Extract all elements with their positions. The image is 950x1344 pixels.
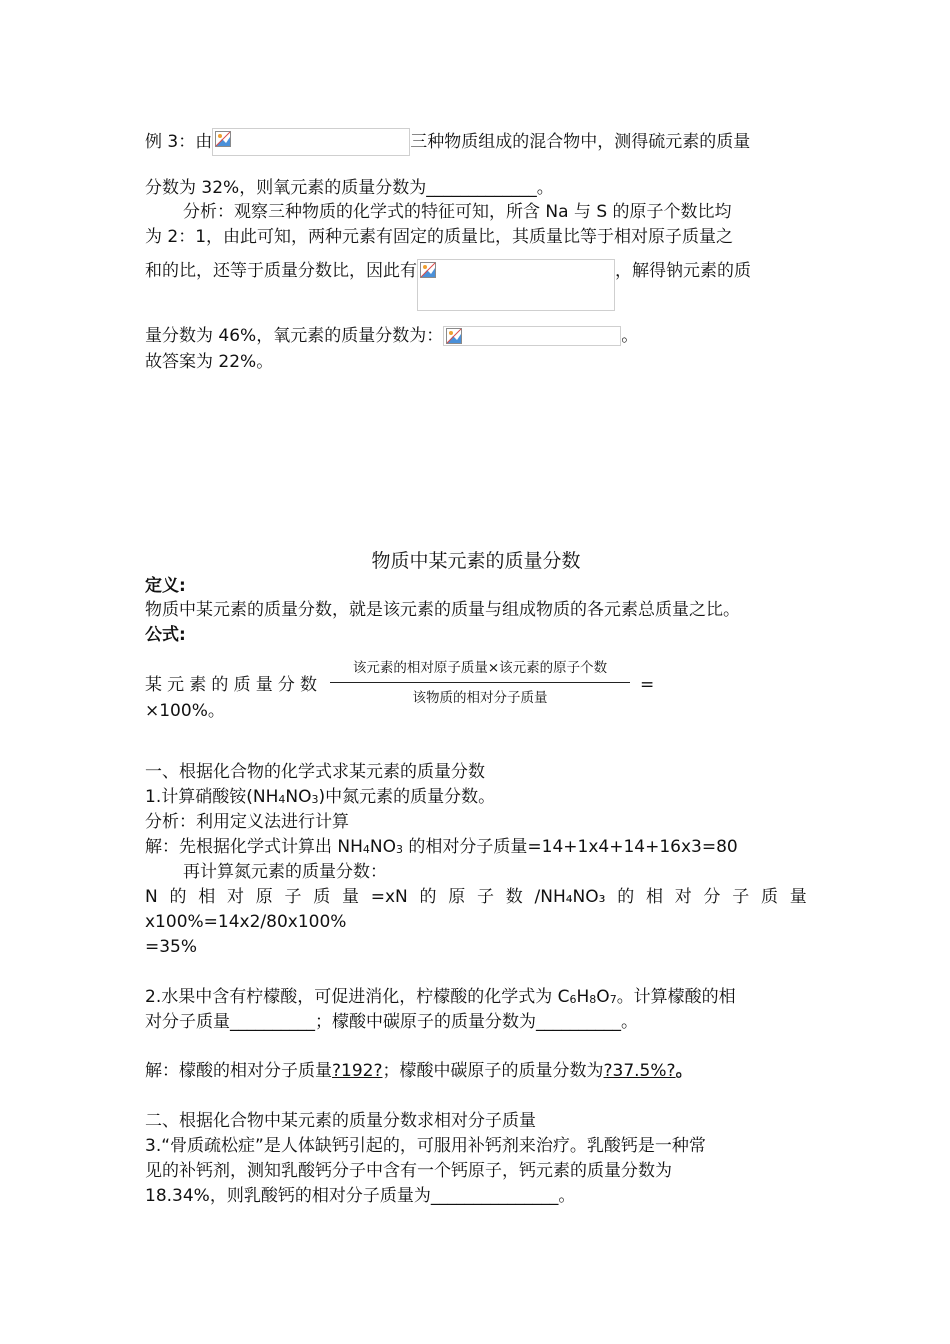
question1-solution-line1: 解：先根据化学式计算出 $NH_4NO_3$ 的相对分子质量=14+1x4+14+16x3=80 [145, 837, 738, 857]
example3-analysis-line4: 量分数为 46%，氧元素的质量分数为： 。 [145, 326, 639, 346]
solution-word-0: N [145, 887, 158, 907]
question1-analysis: 分析：利用定义法进行计算 [145, 812, 349, 832]
broken-image-icon [215, 131, 231, 147]
broken-image-formula-1 [212, 128, 410, 156]
formula-lhs-char-4: 质 [233, 675, 251, 695]
solution-word-8: =xN [370, 887, 408, 907]
solution-word-4: 原 [255, 887, 273, 907]
solution-word-20: 量 [789, 887, 807, 907]
formula-label: 公式: [145, 625, 186, 645]
formula-tail: ×100%。 [145, 701, 225, 721]
example3-line2: 分数为 32%，则氧元素的质量分数为_____________。 [145, 178, 554, 198]
example3-answer: 故答案为 22%。 [145, 352, 274, 372]
solution-word-7: 量 [341, 887, 359, 907]
example3-analysis-line2: 为 2：1，由此可知，两种元素有固定的质量比，其质量比等于相对原子质量之 [145, 227, 734, 247]
part1-heading: 一、根据化合物的化学式求某元素的质量分数 [145, 762, 485, 782]
solution-word-17: 分 [703, 887, 721, 907]
solution-word-3: 对 [226, 887, 244, 907]
definition-label: 定义: [145, 576, 186, 596]
question2-line1: 2.水果中含有柠檬酸，可促进消化，柠檬酸的化学式为 $C_6H_8O_7$。计算檬酸的相 [145, 987, 736, 1007]
solution-word-12: 数 [505, 887, 523, 907]
solution-word-16: 对 [674, 887, 692, 907]
solution-word-1: 的 [169, 887, 187, 907]
solution-word-15: 相 [645, 887, 663, 907]
example3-analysis-line3: 和的比，还等于质量分数比，因此有 ，解得钠元素的质 [145, 259, 807, 311]
formula-lhs-char-2: 素 [189, 675, 207, 695]
answer-value-2: ?37.5%? [603, 1061, 676, 1081]
solution-word-14: 的 [617, 887, 635, 907]
formula-lhs-char-5: 量 [255, 675, 273, 695]
formula-lhs [145, 673, 317, 697]
example3-line1: 例 3：由 三种物质组成的混合物中，测得硫元素的质量 [145, 128, 807, 156]
question2-answer: 解：檬酸的相对分子质量?192?；檬酸中碳原子的质量分数为?37.5%?。 [145, 1061, 693, 1081]
solution-word-2: 相 [198, 887, 216, 907]
formula-lhs-char-6: 分 [277, 675, 295, 695]
question1-solution-line5: =35% [145, 937, 198, 957]
solution-word-19: 质 [760, 887, 778, 907]
formula-lhs-char-7: 数 [299, 675, 317, 695]
fraction-bar [330, 682, 630, 683]
solution-word-13: /NH₄NO₃ [534, 887, 606, 907]
example3-analysis-line1: 分析：观察三种物质的化学式的特征可知，所含 Na 与 S 的原子个数比均 [183, 202, 732, 222]
solution-word-10: 原 [448, 887, 466, 907]
formula-lhs-char-1: 元 [167, 675, 185, 695]
formula-equals: = [640, 675, 655, 695]
question3-line2: 见的补钙剂，测知乳酸钙分子中含有一个钙原子，钙元素的质量分数为 [145, 1161, 672, 1181]
broken-image-icon [420, 262, 436, 278]
solution-word-5: 子 [284, 887, 302, 907]
question3-line3: 18.34%，则乳酸钙的相对分子质量为_______________。 [145, 1186, 576, 1206]
definition-text: 物质中某元素的质量分数，就是该元素的质量与组成物质的各元素总质量之比。 [145, 600, 740, 620]
answer-value-1: ?192? [332, 1061, 383, 1081]
formula-numerator: 该元素的相对原子质量×该元素的原子个数 [352, 660, 608, 676]
section-title: 物质中某元素的质量分数 [371, 550, 581, 572]
question1-solution-line2: 再计算氮元素的质量分数： [183, 862, 387, 882]
formula-lhs-char-3: 的 [211, 675, 229, 695]
question1: 1.计算硝酸铵$(NH_4NO_3)$中氮元素的质量分数。 [145, 787, 496, 807]
part2-heading: 二、根据化合物中某元素的质量分数求相对分子质量 [145, 1111, 536, 1131]
solution-word-9: 的 [419, 887, 437, 907]
question3-line1: 3.“骨质疏松症”是人体缺钙引起的，可服用补钙剂来治疗。乳酸钙是一种常 [145, 1136, 706, 1156]
solution-word-6: 质 [313, 887, 331, 907]
formula-lhs-char-0: 某 [145, 675, 162, 695]
solution-word-11: 子 [477, 887, 494, 907]
broken-image-icon [446, 328, 462, 344]
question2-line2: 对分子质量__________；檬酸中碳原子的质量分数为__________。 [145, 1012, 638, 1032]
formula-denominator: 该物质的相对分子质量 [412, 690, 548, 706]
question1-solution-line3 [145, 885, 807, 909]
broken-image-formula-2 [417, 259, 615, 311]
question1-solution-line4: x100%=14x2/80x100% [145, 912, 347, 932]
solution-word-18: 子 [732, 887, 750, 907]
broken-image-formula-3 [443, 326, 621, 346]
